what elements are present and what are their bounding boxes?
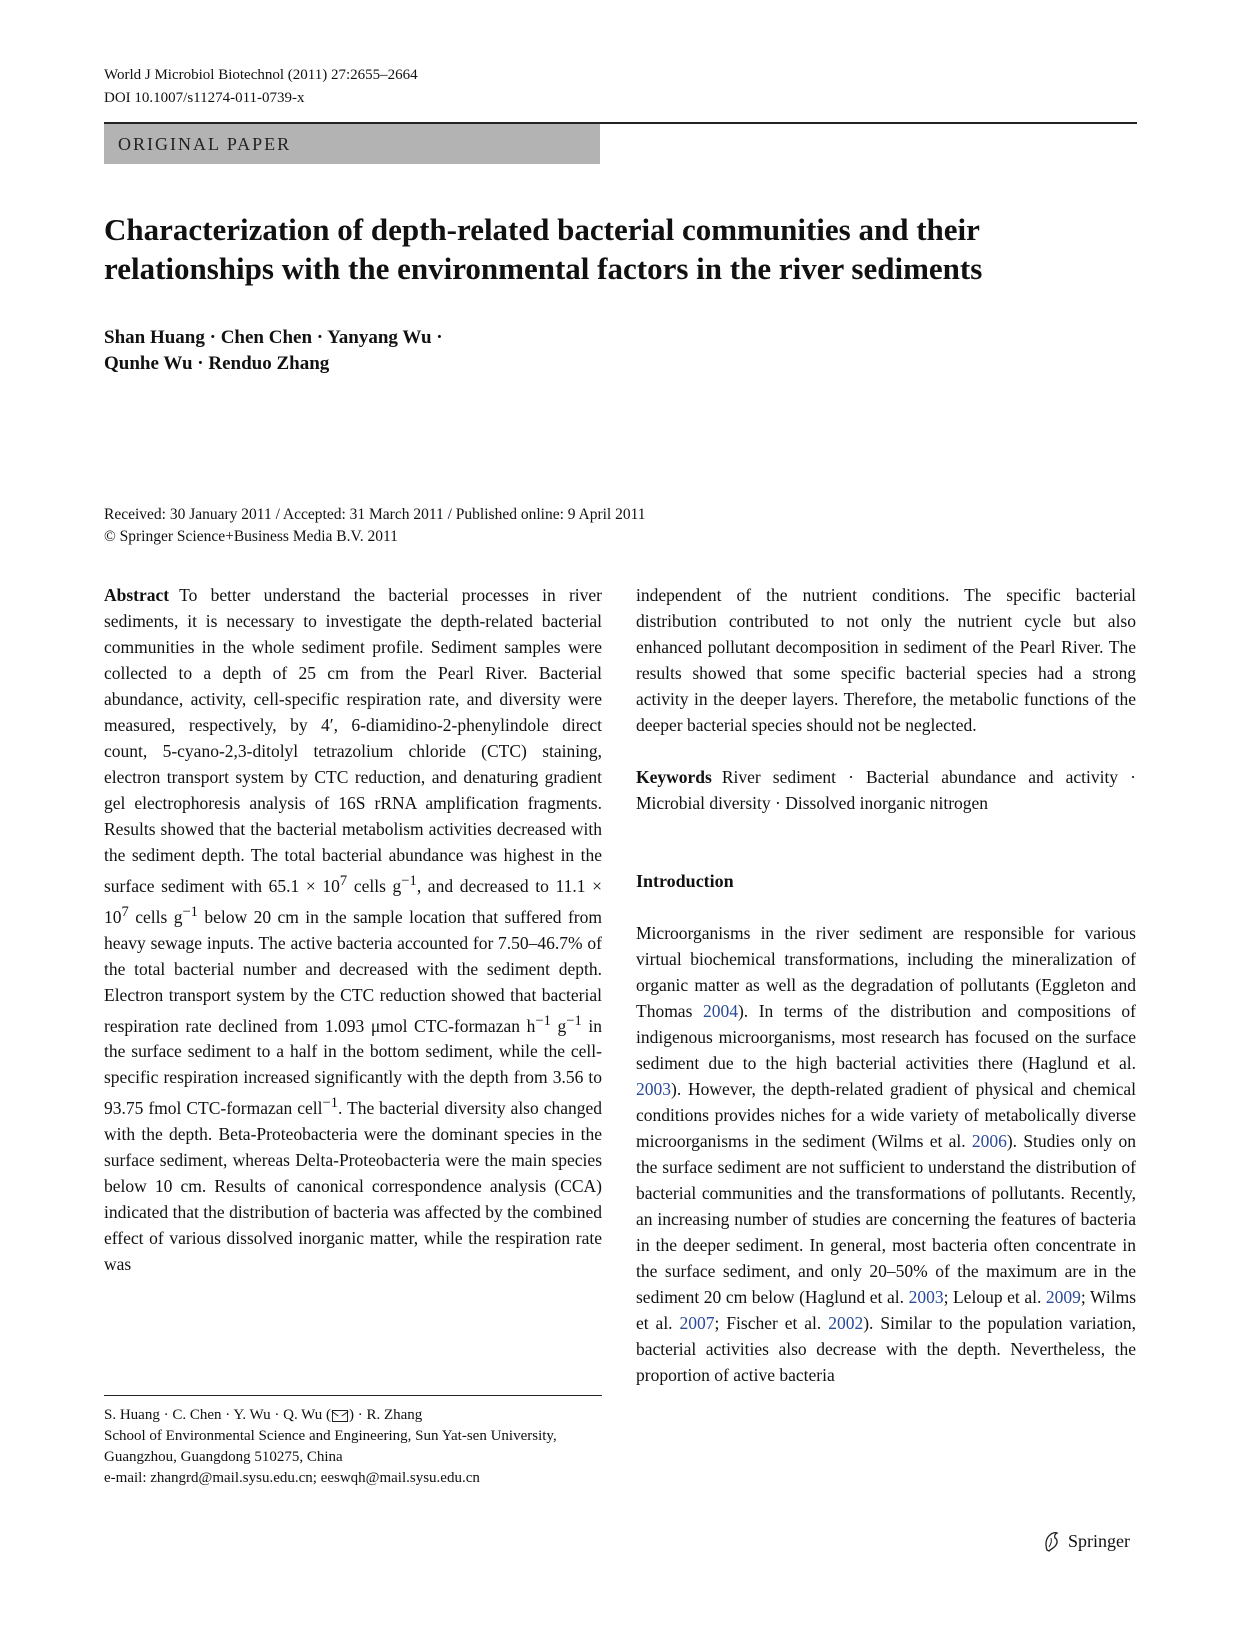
abstract-label: Abstract: [104, 585, 170, 605]
author-footnote: [104, 1405, 602, 1489]
authors-line-1: Shan Huang · Chen Chen · Yanyang Wu ·: [104, 327, 443, 348]
article-history: [104, 504, 646, 548]
history-dates: Received: 30 January 2011 / Accepted: 31 March 2011 / Published online: 9 April 2011: [104, 506, 646, 523]
footnote-affiliation: School of Environmental Science and Engineering, Sun Yat-sen University, Guangzhou, Guangdong 510275, China: [104, 1428, 557, 1465]
keywords-label: Keywords: [636, 767, 712, 787]
citation-link[interactable]: 2003: [636, 1079, 671, 1099]
footnote-authors: S. Huang · C. Chen · Y. Wu · Q. Wu ( ) · R. Zhang: [104, 1407, 423, 1423]
doi: DOI 10.1007/s11274-011-0739-x: [104, 90, 305, 106]
citation-link[interactable]: 2003: [908, 1287, 944, 1307]
copyright: © Springer Science+Business Media B.V. 2011: [104, 528, 398, 545]
publisher-logo: [1042, 1530, 1130, 1552]
envelope-icon: [332, 1410, 348, 1422]
section-tag-label: ORIGINAL PAPER: [118, 133, 292, 154]
author-list: [104, 325, 443, 377]
abstract: Abstract To better understand the bacterial processes in river sediments, it is necessary to investigate the depth-related bacterial communities in the whole sediment profile. Sediment samples were collected to a depth of 25 cm from the Pearl River. Bacterial abundance, activity, cell-specific respiration rate, and diversity were measured, respectively, by 4′, 6-diamidino-2-phenylindole direct count, 5-cyano-2,3-ditolyl tetrazolium chloride (CTC) staining, electron transport system by CTC reduction, and denaturing gradient gel electrophoresis analysis of 16S rRNA amplification fragments. Results showed that the bacterial metabolism activities decreased with the sediment depth. The total bacterial abundance was highest in the surface sediment with $65.1 \times 10^7$ cells $g^{-1}$, and decreased to $11.1 \times 10^7$ cells $g^{-1}$ below 20 cm in the sample location that suffered from heavy sewage inputs. The active bacteria accounted for 7.50–46.7% of the total bacterial number and decreased with the sediment depth. Electron transport system by the CTC reduction showed that bacterial respiration rate declined from 1.093 μmol CTC-formazan $h^{-1}$ $g^{-1}$ in the surface sediment to a half in the bottom sediment, while the cell-specific respiration increased significantly with the depth from 3.56 to 93.75 fmol CTC-formazan cell$^{-1}$. The bacterial diversity also changed with the depth. Beta-Proteobacteria were the dominant species in the surface sediment, whereas Delta-Proteobacteria were the main species below 10 cm. Results of canonical correspondence analysis (CCA) indicated that the distribution of bacteria was affected by the combined effect of various dissolved inorganic matter, while the respiration rate was: [104, 585, 602, 1275]
right-column: [636, 582, 1136, 1388]
publisher-name: Springer: [1068, 1530, 1130, 1551]
journal-header: [104, 64, 418, 110]
paper-title: [104, 210, 1144, 288]
keywords-text: River sediment · Bacterial abundance and activity · Microbial diversity · Dissolved inorganic nitrogen: [636, 767, 1136, 813]
authors-line-2: Qunhe Wu · Renduo Zhang: [104, 353, 330, 374]
section-tag: [104, 124, 600, 164]
footnote-rule: [104, 1395, 602, 1396]
left-column: [104, 582, 602, 1277]
title-line-2: relationships with the environmental factors in the river sediments: [104, 251, 983, 286]
citation-link[interactable]: 2002: [828, 1313, 864, 1333]
keywords: [636, 764, 1136, 816]
introduction-heading: Introduction: [636, 871, 734, 891]
springer-horse-icon: [1042, 1530, 1062, 1552]
citation-link[interactable]: 2006: [971, 1131, 1007, 1151]
citation-link[interactable]: 2004: [702, 1001, 738, 1021]
introduction-paragraph: Microorganisms in the river sediment are responsible for various virtual biochemical transformations, including the mineralization of organic matter as well as the degradation of pollutants (Eggleton and Thomas 2004). In terms of the distribution and compositions of indigenous microorganisms, most research has focused on the surface sediment due to the high bacterial activities there (Haglund et al. 2003). However, the depth-related gradient of physical and chemical conditions provides niches for a wide variety of metabolically diverse microorganisms in the sediment (Wilms et al. 2006). Studies only on the surface sediment are not sufficient to understand the distribution of bacterial communities and the transformations of pollutants. Recently, an increasing number of studies are concerning the features of bacteria in the deeper sediment. In general, most bacteria often concentrate in the surface sediment, and only 20–50% of the maximum are in the sediment 20 cm below (Haglund et al. 2003; Leloup et al. 2009; Wilms et al. 2007; Fischer et al. 2002). Similar to the population variation, bacterial activities also decrease with the depth. Nevertheless, the proportion of active bacteria: [636, 923, 1137, 1385]
abstract-continuation: independent of the nutrient conditions. The specific bacterial distribution contributed to not only the nutrient cycle but also enhanced pollutant decomposition in sediment of the Pearl River. The results showed that some specific bacterial species had a strong activity in the deeper layers. Therefore, the metabolic functions of the deeper bacterial species should not be neglected.: [636, 585, 1136, 735]
footnote-email: e-mail: zhangrd@mail.sysu.edu.cn; eeswqh@mail.sysu.edu.cn: [104, 1470, 480, 1486]
citation-link[interactable]: 2009: [1045, 1287, 1081, 1307]
citation-link[interactable]: 2007: [679, 1313, 715, 1333]
journal-citation: World J Microbiol Biotechnol (2011) 27:2655–2664: [104, 67, 418, 83]
title-line-1: Characterization of depth-related bacterial communities and their: [104, 212, 980, 247]
